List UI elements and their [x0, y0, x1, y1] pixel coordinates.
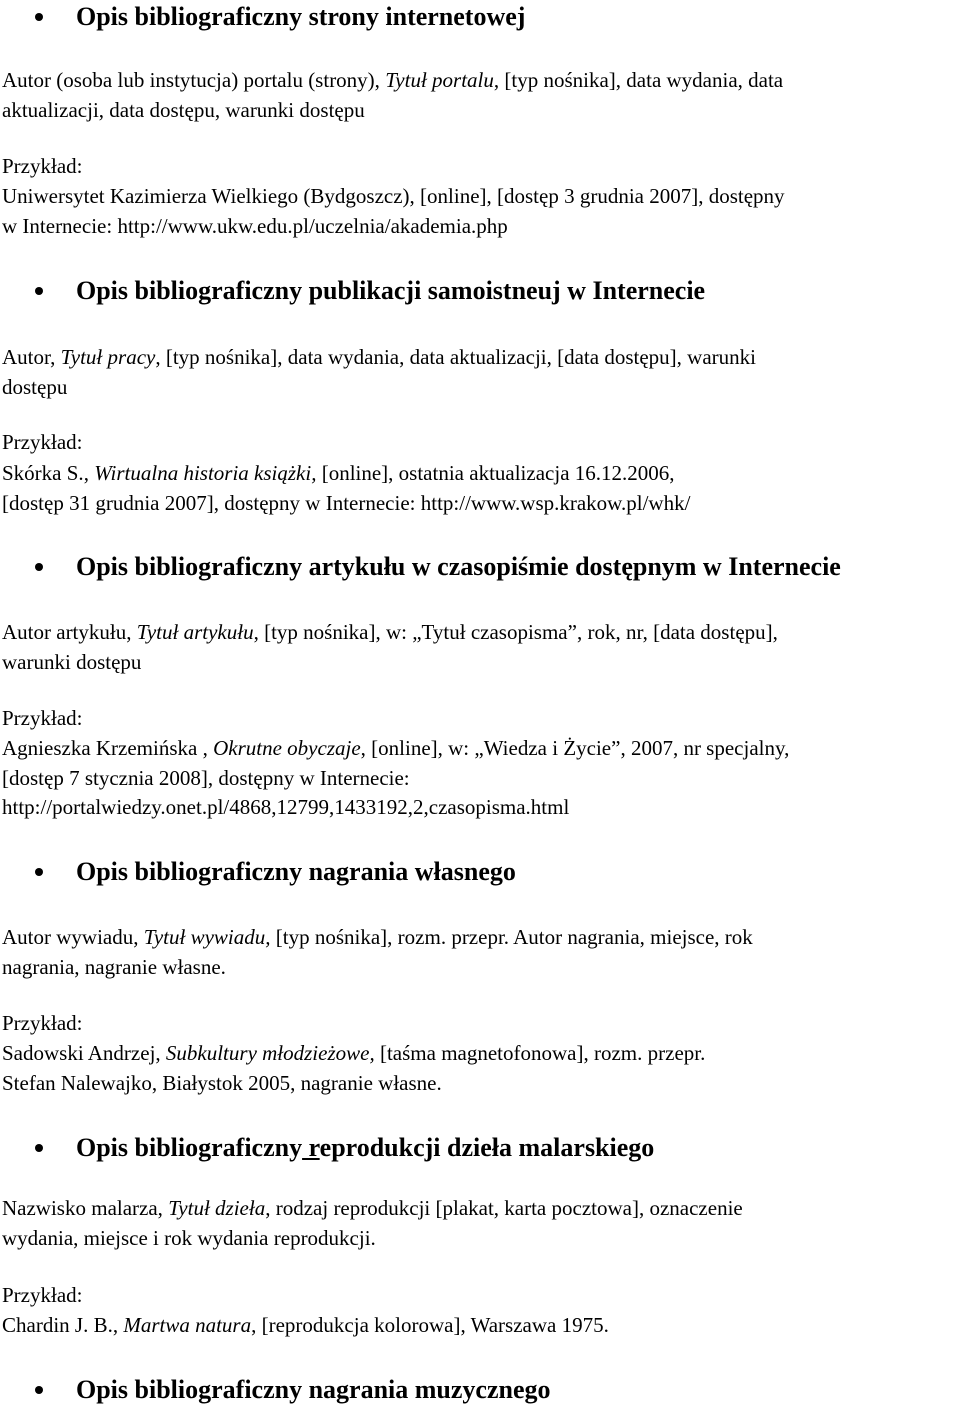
- section-heading: Opis bibliograficzny nagrania własnego: [76, 857, 516, 886]
- format-line: nagrania, nagranie własne.: [2, 955, 226, 979]
- format-line: Autor artykułu, Tytuł artykułu, [typ nośnika], w: „Tytuł czasopisma”, rok, nr, [data dostępu],: [2, 620, 778, 644]
- format-line: Autor (osoba lub instytucja) portalu (strony), Tytuł portalu, [typ nośnika], data wydania, data: [2, 68, 784, 92]
- format-line: wydania, miejsce i rok wydania reprodukcji.: [2, 1226, 376, 1250]
- example-line: [dostęp 7 stycznia 2008], dostępny w Internecie:: [2, 766, 410, 790]
- example-label: Przykład:: [2, 1283, 83, 1307]
- section-heading: Opis bibliograficzny artykułu w czasopiśmie dostępnym w Internecie: [76, 552, 841, 581]
- bullet-icon: [35, 13, 43, 21]
- bullet-icon: [35, 868, 43, 876]
- example-line: Sadowski Andrzej, Subkultury młodzieżowe, [taśma magnetofonowa], rozm. przepr.: [2, 1041, 706, 1065]
- example-line: Stefan Nalewajko, Białystok 2005, nagranie własne.: [2, 1071, 442, 1095]
- example-label: Przykład:: [2, 430, 83, 454]
- format-line: warunki dostępu: [2, 650, 142, 674]
- example-label: Przykład:: [2, 154, 83, 178]
- example-line: w Internecie: http://www.ukw.edu.pl/uczelnia/akademia.php: [2, 214, 508, 238]
- format-line: Autor wywiadu, Tytuł wywiadu, [typ nośnika], rozm. przepr. Autor nagrania, miejsce, rok: [2, 925, 753, 949]
- section-heading: Opis bibliograficzny reprodukcji dzieła malarskiego: [76, 1133, 655, 1162]
- section-heading: Opis bibliograficzny nagrania muzycznego: [76, 1375, 551, 1404]
- example-line: Skórka S., Wirtualna historia książki, [online], ostatnia aktualizacja 16.12.2006,: [2, 461, 675, 485]
- example-line: Agnieszka Krzemińska , Okrutne obyczaje, [online], w: „Wiedza i Życie”, 2007, nr specjalny,: [2, 736, 790, 760]
- bullet-icon: [35, 563, 43, 571]
- bullet-icon: [35, 287, 43, 295]
- section-heading: Opis bibliograficzny strony internetowej: [76, 2, 526, 31]
- format-line: Autor, Tytuł pracy, [typ nośnika], data wydania, data aktualizacji, [data dostępu], warunki: [2, 345, 756, 369]
- format-line: Nazwisko malarza, Tytuł dzieła, rodzaj reprodukcji [plakat, karta pocztowa], oznaczenie: [2, 1196, 743, 1220]
- bullet-icon: [35, 1386, 43, 1394]
- example-label: Przykład:: [2, 1011, 83, 1035]
- format-line: aktualizacji, data dostępu, warunki dostępu: [2, 98, 365, 122]
- example-label: Przykład:: [2, 706, 83, 730]
- format-line: dostępu: [2, 375, 68, 399]
- example-line: [dostęp 31 grudnia 2007], dostępny w Internecie: http://www.wsp.krakow.pl/whk/: [2, 491, 691, 515]
- bullet-icon: [35, 1144, 43, 1152]
- section-heading: Opis bibliograficzny publikacji samoistneuj w Internecie: [76, 276, 706, 305]
- example-line: Chardin J. B., Martwa natura, [reprodukcja kolorowa], Warszawa 1975.: [2, 1313, 609, 1337]
- example-line: http://portalwiedzy.onet.pl/4868,12799,1433192,2,czasopisma.html: [2, 795, 570, 819]
- example-line: Uniwersytet Kazimierza Wielkiego (Bydgoszcz), [online], [dostęp 3 grudnia 2007], dostępny: [2, 184, 785, 208]
